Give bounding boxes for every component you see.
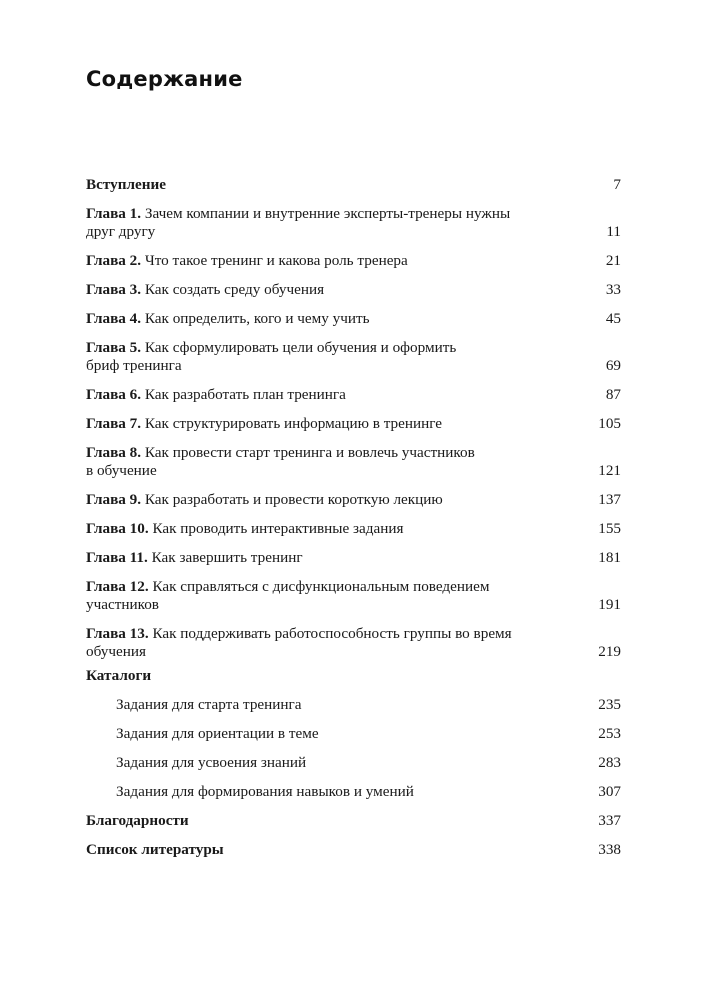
toc-page-number: 33 xyxy=(605,281,621,298)
toc-entry-text xyxy=(86,339,621,375)
toc-entry-catalog-4[interactable] xyxy=(86,783,621,801)
chapter-title-line2: участников xyxy=(86,596,159,613)
toc-entry-chapter-12[interactable] xyxy=(86,578,621,614)
chapter-label: Глава 3. xyxy=(86,281,142,298)
toc-entry-chapter-4[interactable] xyxy=(86,310,621,328)
chapter-title: Как разработать план тренинга xyxy=(144,386,346,403)
toc-entry-text xyxy=(86,625,621,661)
toc-page-number: 155 xyxy=(598,520,621,537)
toc-entry-label: Задания для формирования навыков и умений xyxy=(116,783,414,800)
toc-entry-text xyxy=(86,444,621,480)
toc-entry-text xyxy=(86,520,621,538)
toc-entry-catalog-3[interactable] xyxy=(86,754,621,772)
toc-page-number: 21 xyxy=(605,252,621,269)
toc-entry-chapter-11[interactable] xyxy=(86,549,621,567)
toc-entry-chapter-3[interactable] xyxy=(86,281,621,299)
toc-entry-chapter-1[interactable] xyxy=(86,205,621,241)
toc-page-number: 338 xyxy=(598,841,621,858)
catalogs-heading: Каталоги xyxy=(86,667,152,684)
chapter-label: Глава 7. xyxy=(86,415,142,432)
toc-entry-chapter-10[interactable] xyxy=(86,520,621,538)
toc-entry-text xyxy=(86,310,621,328)
toc-entry-label: Задания для старта тренинга xyxy=(116,696,302,713)
chapter-title-line2: в обучение xyxy=(86,462,157,479)
chapter-title: Как разработать и провести короткую лекцию xyxy=(144,491,443,508)
chapter-label: Глава 9. xyxy=(86,491,142,508)
chapter-label: Глава 6. xyxy=(86,386,142,403)
page-title: Содержание xyxy=(86,67,243,91)
toc-entry-label: Задания для усвоения знаний xyxy=(116,754,307,771)
toc-page-number: 337 xyxy=(598,812,621,829)
toc-entry-chapter-6[interactable] xyxy=(86,386,621,404)
toc-entry-bibliography[interactable] xyxy=(86,841,621,859)
toc-page-number: 45 xyxy=(605,310,621,327)
toc-entry-text xyxy=(86,578,621,614)
toc-entry-thanks[interactable] xyxy=(86,812,621,830)
chapter-title-line2: бриф тренинга xyxy=(86,357,182,374)
toc-page-number: 219 xyxy=(598,643,621,660)
chapter-label: Глава 13. xyxy=(86,625,149,642)
toc-entry-intro[interactable] xyxy=(86,176,621,194)
toc-entry-catalog-2[interactable] xyxy=(86,725,621,743)
chapter-label: Глава 2. xyxy=(86,252,142,269)
toc-page-number: 181 xyxy=(598,549,621,566)
chapter-title: Как создать среду обучения xyxy=(144,281,325,298)
toc-entry-text xyxy=(86,205,621,241)
toc-entry-label: Задания для ориентации в теме xyxy=(116,725,319,742)
chapter-label: Глава 1. xyxy=(86,205,142,222)
chapter-title: Как поддерживать работоспособность группы во время xyxy=(152,625,512,642)
toc-page-number: 307 xyxy=(598,783,621,800)
toc-page-number: 7 xyxy=(613,176,621,193)
chapter-label: Глава 10. xyxy=(86,520,149,537)
chapter-title: Зачем компании и внутренние эксперты-тренеры нужны xyxy=(144,205,511,222)
toc-page-number: 87 xyxy=(605,386,621,403)
toc-page-number: 191 xyxy=(598,596,621,613)
chapter-label: Глава 4. xyxy=(86,310,142,327)
chapter-title: Как провести старт тренинга и вовлечь участников xyxy=(144,444,475,461)
toc-page-number: 235 xyxy=(598,696,621,713)
chapter-title: Как определить, кого и чему учить xyxy=(144,310,370,327)
chapter-title: Как справляться с дисфункциональным поведением xyxy=(152,578,490,595)
toc-entry-label: Благодарности xyxy=(86,812,189,829)
toc-entry-text xyxy=(86,252,621,270)
toc-entry-chapter-8[interactable] xyxy=(86,444,621,480)
toc-entry-text xyxy=(86,386,621,404)
toc-entry-text xyxy=(86,491,621,509)
chapter-label: Глава 12. xyxy=(86,578,149,595)
chapter-label: Глава 11. xyxy=(86,549,148,566)
chapter-title-line2: друг другу xyxy=(86,223,156,240)
toc-entry-text xyxy=(86,281,621,299)
chapter-title: Как структурировать информацию в тренинге xyxy=(144,415,443,432)
toc-entry-catalog-1[interactable] xyxy=(86,696,621,714)
toc-entry-text xyxy=(86,415,621,433)
toc-entry-chapter-5[interactable] xyxy=(86,339,621,375)
chapter-label: Глава 5. xyxy=(86,339,142,356)
toc-page-number: 11 xyxy=(606,223,621,240)
table-of-contents xyxy=(86,176,621,870)
chapter-title: Как завершить тренинг xyxy=(151,549,303,566)
toc-page-number: 121 xyxy=(598,462,621,479)
chapter-title: Как проводить интерактивные задания xyxy=(152,520,404,537)
toc-entry-chapter-7[interactable] xyxy=(86,415,621,433)
toc-page-number: 69 xyxy=(605,357,621,374)
chapter-title: Что такое тренинг и какова роль тренера xyxy=(144,252,408,269)
chapter-title-line2: обучения xyxy=(86,643,146,660)
toc-page-number: 283 xyxy=(598,754,621,771)
toc-entry-chapter-2[interactable] xyxy=(86,252,621,270)
toc-page-number: 105 xyxy=(598,415,621,432)
toc-entry-chapter-13[interactable] xyxy=(86,625,621,661)
toc-entry-label: Список литературы xyxy=(86,841,224,858)
toc-page-number: 253 xyxy=(598,725,621,742)
toc-entry-label: Вступление xyxy=(86,176,166,193)
toc-page-number: 137 xyxy=(598,491,621,508)
toc-entry-text xyxy=(86,549,621,567)
chapter-label: Глава 8. xyxy=(86,444,142,461)
toc-entry-chapter-9[interactable] xyxy=(86,491,621,509)
chapter-title: Как сформулировать цели обучения и оформить xyxy=(144,339,457,356)
